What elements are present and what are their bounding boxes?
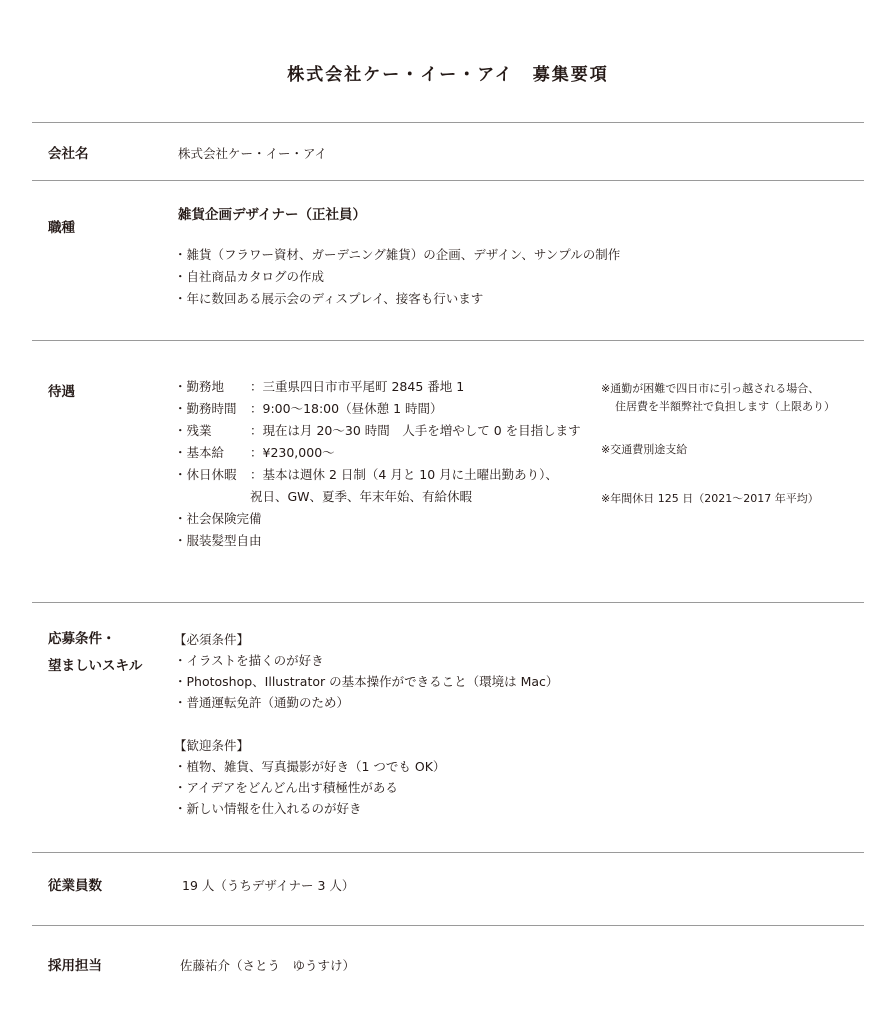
- note-line: ※通勤が困難で四日市に引っ越される場合、: [601, 382, 820, 395]
- list-item: ・社会保険完備: [174, 511, 262, 526]
- list-item: ・アイデアをどんどん出す積極性がある: [174, 780, 398, 795]
- list-item: ・イラストを描くのが好き: [174, 653, 324, 668]
- condition-value: ：現在は月 20〜30 時間 人手を増やして 0 を目指します: [250, 423, 581, 438]
- list-item: ・新しい情報を仕入れるのが好き: [174, 801, 362, 816]
- conditions-list: [174, 376, 581, 552]
- divider: [32, 180, 864, 181]
- condition-value: ：9:00〜18:00（昼休憩 1 時間）: [250, 401, 443, 416]
- list-item: ・普通運転免許（通勤のため）: [174, 695, 350, 710]
- condition-value: ：三重県四日市市平尾町 2845 番地 1: [250, 379, 465, 394]
- list-item: [174, 464, 581, 486]
- recruiter-value: 佐藤祐介（さとう ゆうすけ）: [180, 958, 356, 973]
- condition-key: ・基本給: [174, 445, 225, 460]
- divider: [32, 340, 864, 341]
- housing-note: [601, 380, 835, 416]
- condition-value: ：基本は週休 2 日制（4 月と 10 月に土曜出勤あり）、: [250, 467, 558, 482]
- conditions-label: 待遇: [48, 384, 75, 400]
- condition-key: ・休日休暇: [174, 467, 237, 482]
- condition-key: ・残業: [174, 423, 212, 438]
- company-value: 株式会社ケー・イー・アイ: [178, 146, 327, 161]
- required-heading: 【必須条件】: [174, 632, 250, 647]
- condition-value: ：¥230,000〜: [250, 445, 335, 460]
- list-item: ・年に数回ある展示会のディスプレイ、接客も行います: [174, 291, 484, 306]
- list-item: ・雑貨（フラワー資材、ガーデニング雑貨）の企画、デザイン、サンプルの制作: [174, 247, 621, 262]
- job-position: 雑貨企画デザイナー（正社員）: [178, 207, 367, 223]
- page-title: 株式会社ケー・イー・アイ 募集要項: [287, 65, 609, 85]
- employees-value: 19 人（うちデザイナー 3 人）: [182, 878, 355, 893]
- requirements-label: [48, 626, 142, 680]
- list-item: [174, 420, 581, 442]
- list-item: ・Photoshop、Illustrator の基本操作ができること（環境は Mac）: [174, 674, 559, 689]
- list-item-continuation: 祝日、GW、夏季、年末年始、有給休暇: [250, 489, 473, 504]
- divider: [32, 925, 864, 926]
- employees-label: 従業員数: [48, 878, 102, 894]
- job-duties-list: [174, 244, 620, 310]
- list-item: ・服装髪型自由: [174, 533, 262, 548]
- transport-note: ※交通費別途支給: [601, 443, 688, 456]
- welcome-heading: 【歓迎条件】: [174, 738, 250, 753]
- divider: [32, 602, 864, 603]
- list-item: ・自社商品カタログの作成: [174, 269, 325, 284]
- requirements-list: [174, 629, 558, 819]
- list-item: [174, 442, 581, 464]
- divider: [32, 852, 864, 853]
- condition-key: ・勤務地: [174, 379, 225, 394]
- divider: [32, 122, 864, 123]
- requirements-label-line: 望ましいスキル: [48, 658, 143, 674]
- company-label: 会社名: [48, 146, 89, 162]
- condition-key: ・勤務時間: [174, 401, 237, 416]
- list-item: ・植物、雑貨、写真撮影が好き（1 つでも OK）: [174, 759, 446, 774]
- list-item: [174, 398, 581, 420]
- list-item: [174, 376, 581, 398]
- holidays-note: ※年間休日 125 日（2021〜2017 年平均）: [601, 492, 819, 505]
- requirements-label-line: 応募条件・: [48, 631, 116, 647]
- note-line: 住居費を半額弊社で負担します（上限あり）: [615, 400, 835, 413]
- job-label: 職種: [48, 220, 75, 236]
- recruiter-label: 採用担当: [48, 958, 102, 974]
